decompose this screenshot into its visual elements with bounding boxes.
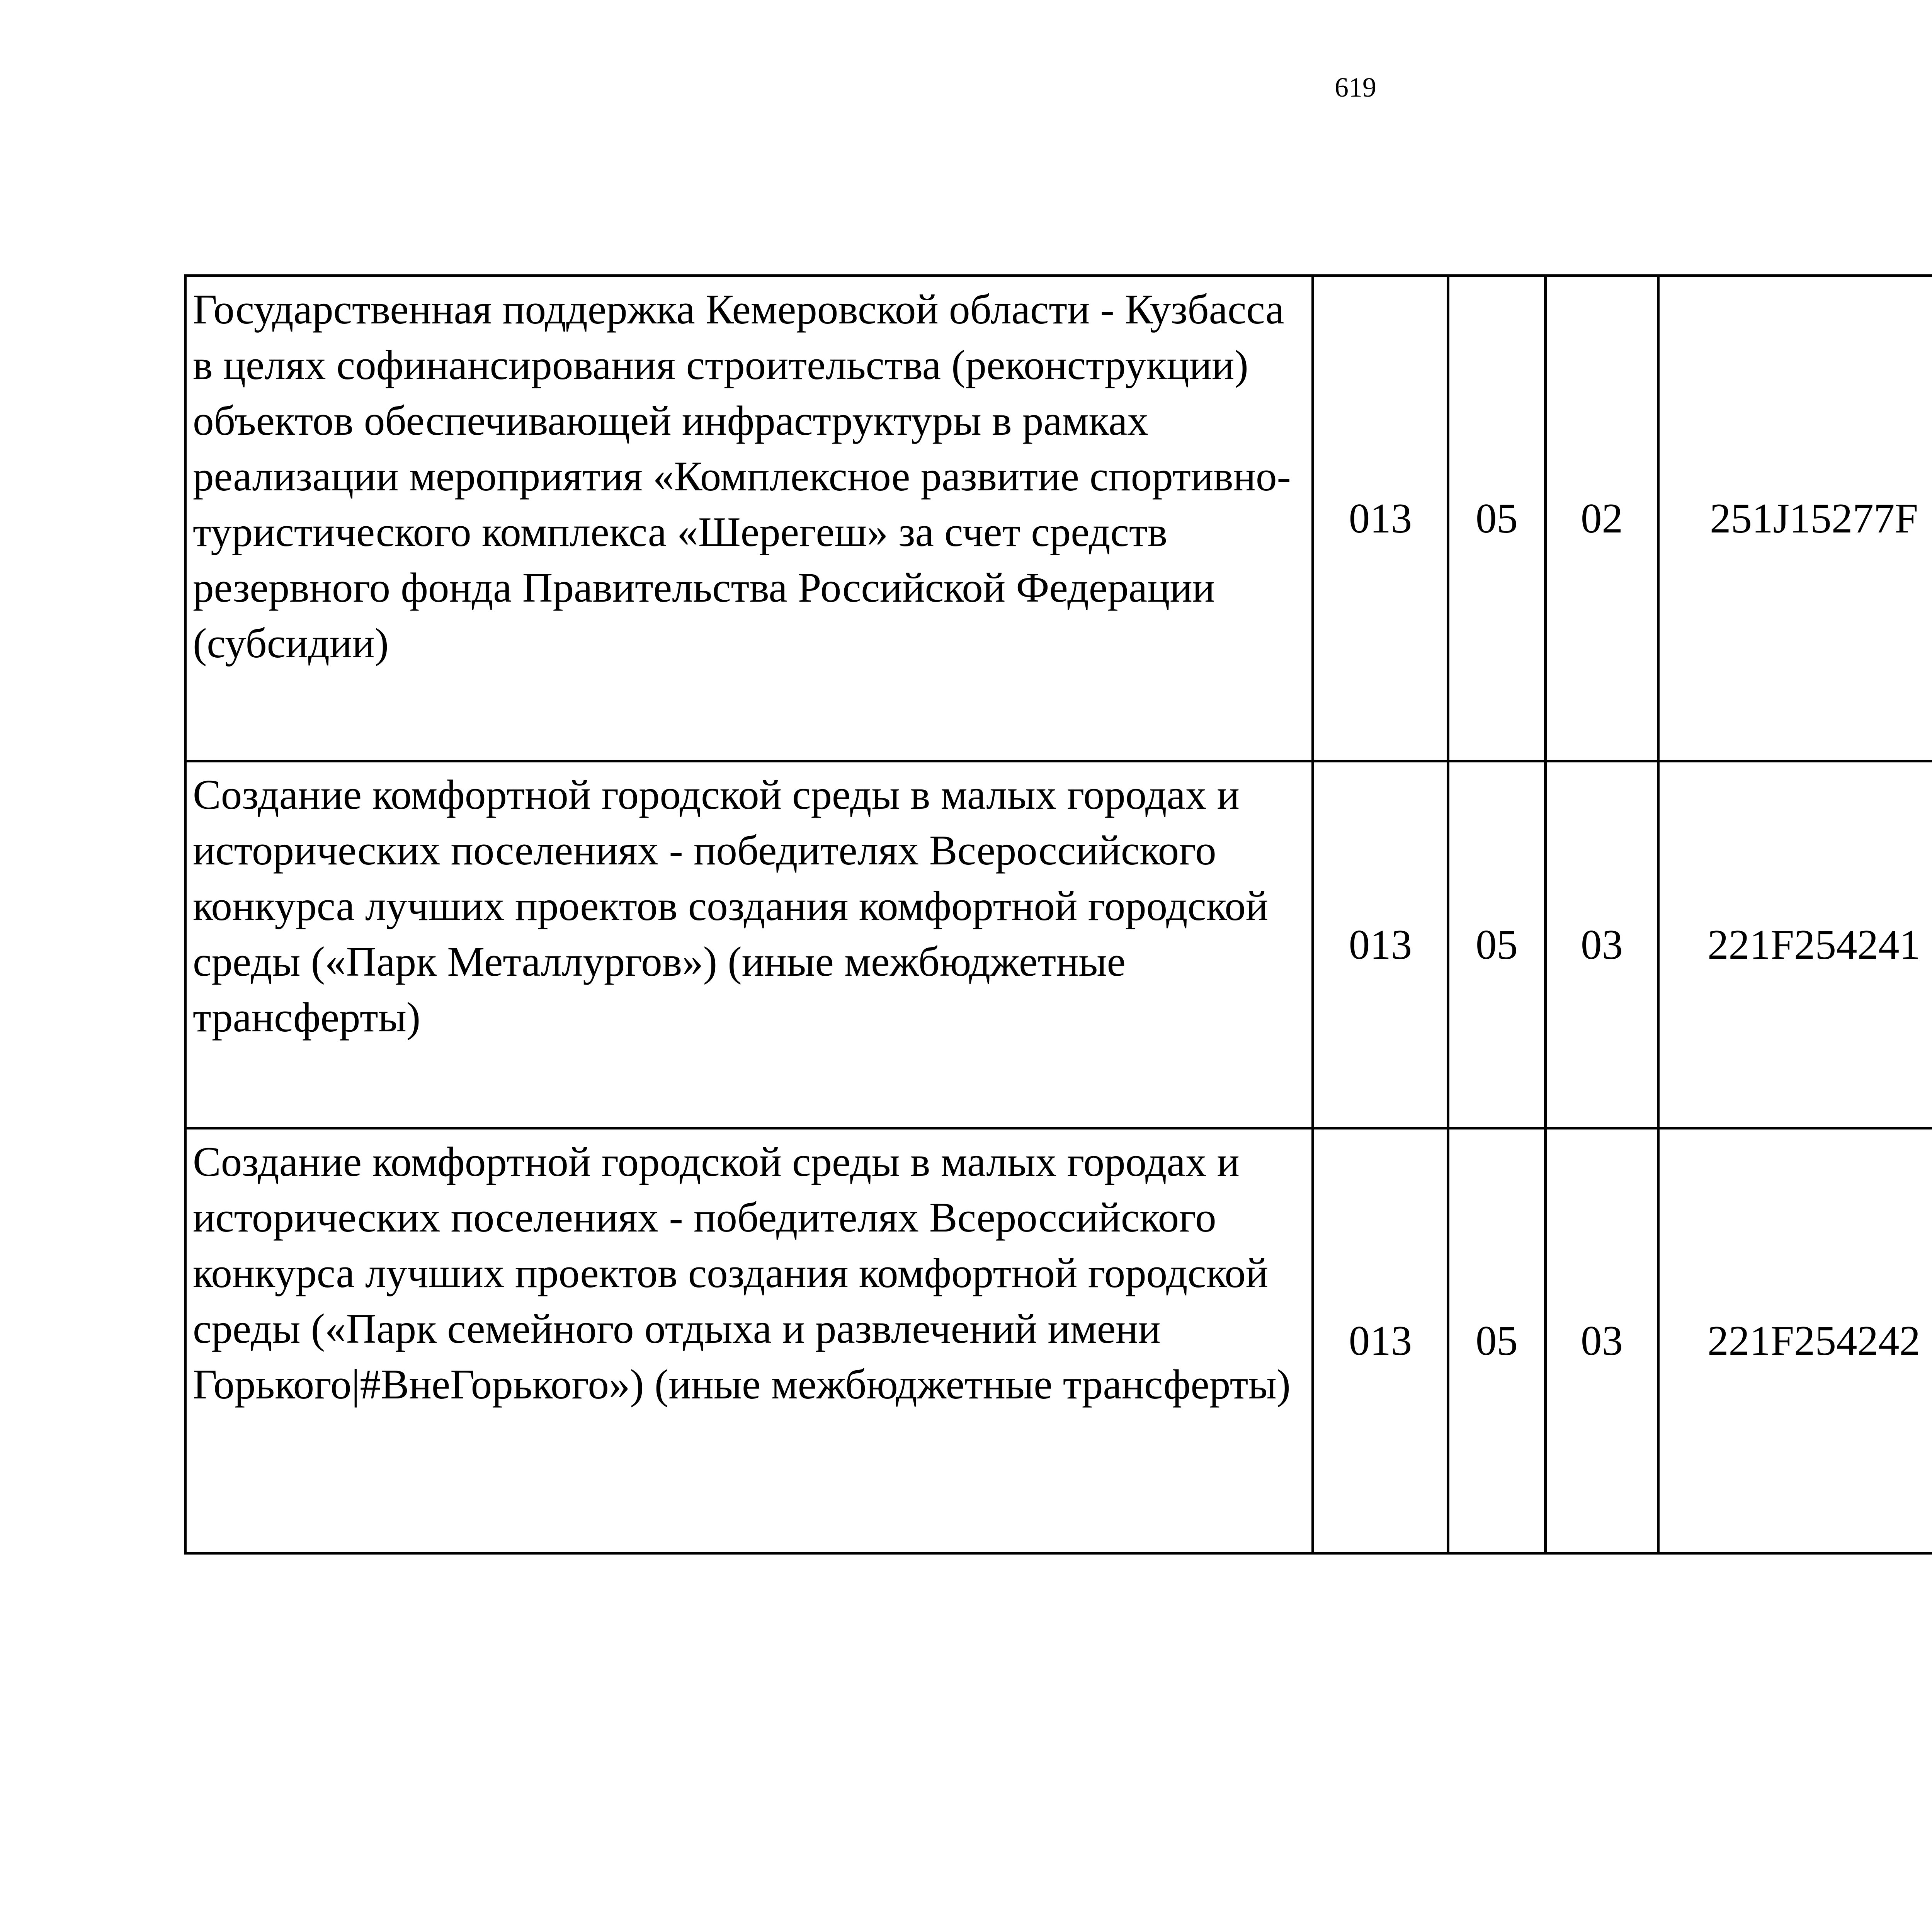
target-article-code: 221F254242 bbox=[1658, 1128, 1932, 1553]
ministry-code: 013 bbox=[1313, 1128, 1448, 1553]
table-row bbox=[185, 761, 1932, 1128]
page-number: 619 bbox=[1335, 72, 1376, 103]
expense-description: Создание комфортной городской среды в малых городах и исторических поселениях - победителях Всероссийского конкурса лучших проектов создания комфортной городской среды («Парк семейного отдыха и развлечений имени Горького|#ВнеГорького») (иные межбюджетные трансферты) bbox=[185, 1128, 1313, 1553]
table-row bbox=[185, 276, 1932, 761]
section-code: 05 bbox=[1448, 276, 1546, 761]
subsection-code: 03 bbox=[1546, 761, 1658, 1128]
target-article-code: 251J15277F bbox=[1658, 276, 1932, 761]
expense-description: Создание комфортной городской среды в малых городах и исторических поселениях - победителях Всероссийского конкурса лучших проектов создания комфортной городской среды («Парк Металлургов») (иные межбюджетные трансферты) bbox=[185, 761, 1313, 1128]
target-article-code: 221F254241 bbox=[1658, 761, 1932, 1128]
table-row bbox=[185, 1128, 1932, 1553]
budget-table bbox=[184, 274, 1932, 1555]
section-code: 05 bbox=[1448, 1128, 1546, 1553]
ministry-code: 013 bbox=[1313, 276, 1448, 761]
subsection-code: 02 bbox=[1546, 276, 1658, 761]
section-code: 05 bbox=[1448, 761, 1546, 1128]
subsection-code: 03 bbox=[1546, 1128, 1658, 1553]
expense-description: Государственная поддержка Кемеровской области - Кузбасса в целях софинансирования строительства (реконструкции) объектов обеспечивающей инфраструктуры в рамках реализации мероприятия «Комплексное развитие спортивно-туристического комплекса «Шерегеш» за счет средств резервного фонда Правительства Российской Федерации (субсидии) bbox=[185, 276, 1313, 761]
ministry-code: 013 bbox=[1313, 761, 1448, 1128]
